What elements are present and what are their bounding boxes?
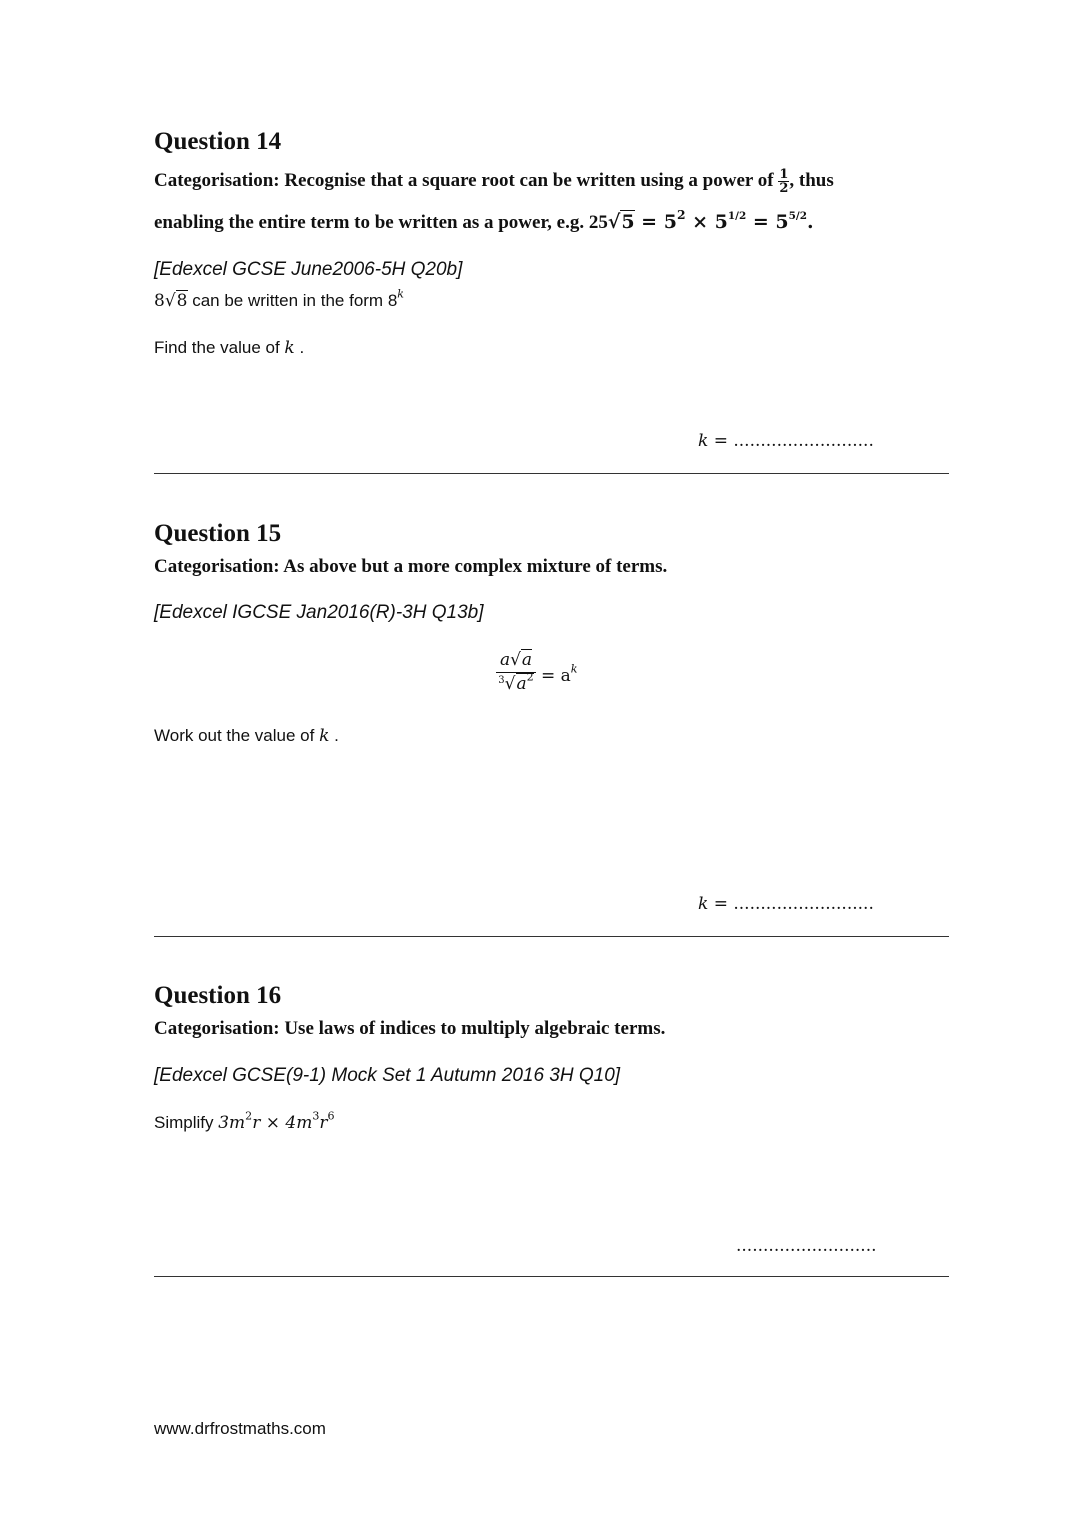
term-a: 3m (218, 1113, 246, 1133)
radicand: 8 (176, 291, 188, 311)
example-equals-five-b: = 5 (746, 211, 789, 233)
prompt-end: . (294, 338, 305, 357)
fraction-denominator: $^3√a^2$ (496, 672, 536, 694)
question-14-statement (154, 287, 404, 311)
rhs-exponent: k (570, 662, 578, 676)
simplify-text: Simplify (154, 1113, 219, 1132)
fraction-numerator: a√a (499, 650, 533, 670)
term-b-exponent: 3 (312, 1109, 320, 1123)
rhs-expression: = a (541, 666, 571, 686)
example-expression: $√5 = 5^2 \times 5^{1/2} = 5^{5/2}$. (607, 206, 814, 233)
question-14-answer-line[interactable] (698, 431, 874, 451)
question-16-source: [Edexcel GCSE(9-1) Mock Set 1 Autumn 2016 3H Q10] (154, 1065, 621, 1086)
question-16-answer-line[interactable] (736, 1236, 877, 1256)
categorisation-example-text: enabling the entire term to be written as a power, e.g. 25 (154, 212, 608, 233)
answer-dots[interactable]: .......................... (736, 1236, 877, 1256)
question-16-categorisation: Categorisation: Use laws of indices to multiply algebraic terms. (154, 1018, 666, 1039)
prompt-text: Find the value of (154, 338, 285, 357)
example-exponent-2: 2 (676, 206, 686, 222)
term-c-exponent: 6 (327, 1109, 335, 1123)
question-15-prompt (154, 726, 339, 746)
example-radicand: 5 (621, 211, 635, 233)
divider (154, 473, 949, 474)
denominator-base: a (516, 674, 527, 694)
term-c: r (319, 1113, 328, 1133)
question-16-statement (154, 1109, 335, 1133)
fraction-numerator: 1 (779, 167, 789, 182)
exponent-k: k (397, 287, 404, 301)
coefficient: 8 (154, 291, 165, 311)
sqrt-expression: √8 (164, 291, 188, 311)
answer-dots[interactable]: .......................... (733, 431, 874, 451)
question-16-title: Question 16 (154, 982, 282, 1009)
answer-label: k = (698, 431, 734, 451)
categorisation-text-end: , thus (789, 169, 834, 191)
question-14-categorisation-line1 (154, 168, 834, 195)
divider (154, 1276, 949, 1277)
fraction-denominator: 2 (779, 181, 789, 196)
statement-text: can be written in the form 8 (187, 291, 398, 310)
footer-url[interactable]: www.drfrostmaths.com (154, 1419, 326, 1438)
denominator-exponent: 2 (526, 670, 534, 684)
one-half-fraction (778, 168, 789, 195)
numerator-coefficient: a (499, 650, 511, 670)
question-14-categorisation-line2 (154, 206, 814, 234)
answer-dots[interactable]: .......................... (733, 894, 874, 914)
categorisation-text: Categorisation: Recognise that a square root can be written using a power of (154, 169, 774, 191)
question-14-prompt (154, 338, 304, 358)
cube-root-index: 3 (498, 675, 505, 686)
example-times-five: × 5 (685, 211, 728, 233)
question-15-title: Question 15 (154, 520, 282, 547)
question-15-answer-line[interactable] (698, 894, 874, 914)
question-15-rhs (541, 662, 578, 686)
term-b: r × 4m (252, 1113, 313, 1133)
prompt-end: . (329, 726, 339, 745)
question-14-title: Question 14 (154, 128, 282, 155)
term-a-exponent: 2 (245, 1109, 253, 1123)
algebraic-expression (218, 1109, 335, 1133)
question-15-categorisation: Categorisation: As above but a more complex mixture of terms. (154, 556, 668, 577)
divider (154, 936, 949, 937)
prompt-text: Work out the value of (154, 726, 320, 745)
example-equals-five: = 5 (634, 211, 677, 233)
question-15-fraction (496, 650, 536, 694)
question-14-source: [Edexcel GCSE June2006-5H Q20b] (154, 259, 463, 280)
prompt-variable: k (284, 338, 295, 358)
prompt-variable: k (319, 726, 330, 746)
answer-label: k = (698, 894, 734, 914)
numerator-radicand: a (521, 650, 533, 670)
question-15-source: [Edexcel IGCSE Jan2016(R)-3H Q13b] (154, 602, 484, 623)
example-period: . (806, 211, 814, 233)
